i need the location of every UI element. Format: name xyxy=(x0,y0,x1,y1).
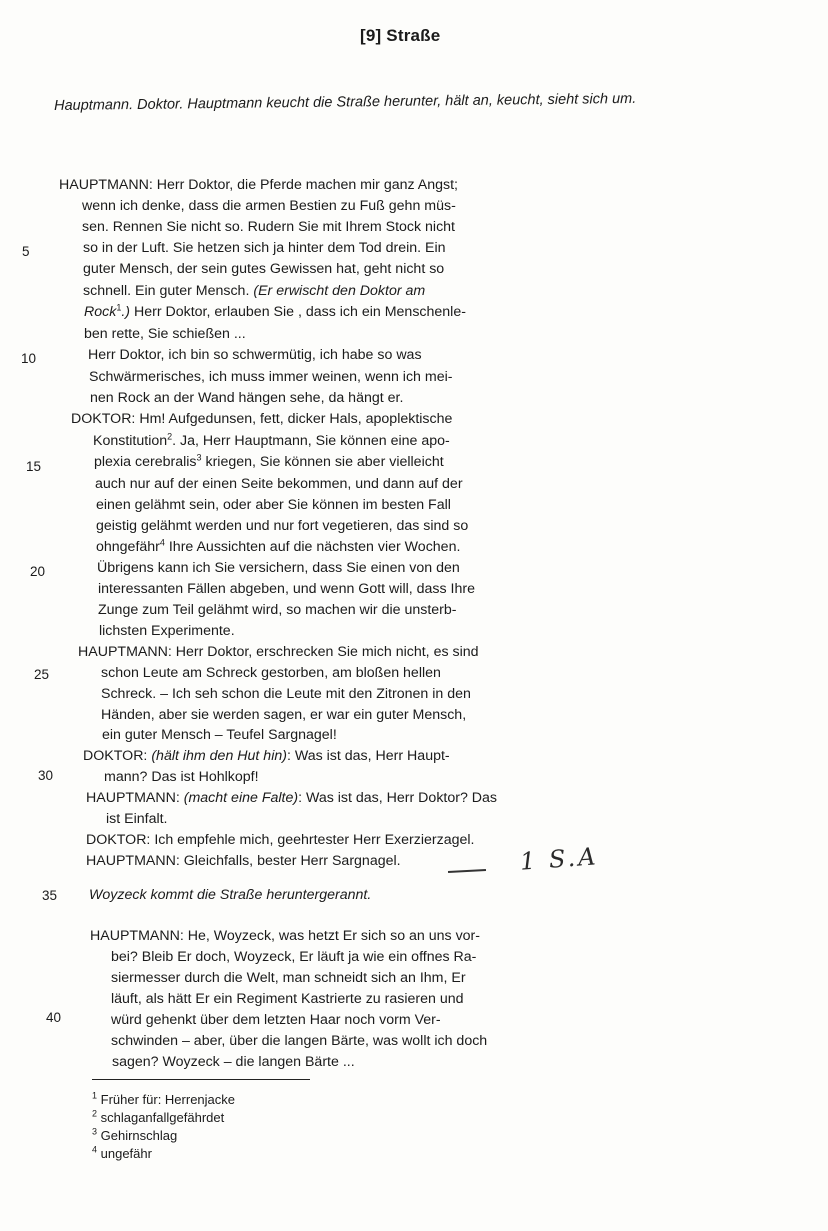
footnote-text: Gehirnschlag xyxy=(97,1128,178,1143)
scene-title: [9] Straße xyxy=(360,26,441,45)
stage-direction-inline: (macht eine Falte) xyxy=(183,790,299,806)
text-line: Schreck. – Ich seh schon die Leute mit den Zitronen in den xyxy=(101,686,471,702)
text-line xyxy=(83,281,425,301)
text-line xyxy=(86,788,497,808)
text-run: Ihre Aussichten auf die nächsten vier Wochen. xyxy=(164,539,461,555)
line-number: 10 xyxy=(21,351,37,366)
footnote-text: Früher für: Herrenjacke xyxy=(97,1092,236,1107)
text-line: geistig gelähmt werden und nur fort vegetieren, das sind so xyxy=(96,518,469,534)
text-line: so in der Luft. Sie hetzen sich ja hinter dem Tod drein. Ein xyxy=(83,240,446,256)
line-number: 15 xyxy=(26,459,42,474)
text-line: HAUPTMANN: Herr Doktor, erschrecken Sie mich nicht, es sind xyxy=(78,644,479,660)
footnote xyxy=(92,1109,224,1127)
text-run: : Was ist das, Herr Haupt- xyxy=(286,748,450,764)
text-line: würd gehenkt über dem letzten Haar noch vorm Ver- xyxy=(111,1012,441,1028)
footnote-marker: 1 xyxy=(116,302,122,313)
text-line: ist Einfalt. xyxy=(106,811,168,827)
text-line: Zunge zum Teil gelähmt wird, so machen wir die unsterb- xyxy=(98,602,457,618)
footnote-separator xyxy=(92,1079,310,1080)
text-run: kriegen, Sie können sie aber vielleicht xyxy=(201,454,444,470)
text-run: schnell. Ein guter Mensch. xyxy=(83,283,254,299)
text-line: Übrigens kann ich Sie versichern, dass Sie einen von den xyxy=(97,560,460,576)
text-line: schon Leute am Schreck gestorben, am bloßen hellen xyxy=(101,665,441,681)
text-line xyxy=(84,302,466,322)
stage-direction-inline: (hält ihm den Hut hin) xyxy=(151,748,287,764)
text-run: Herr Doktor, erlauben Sie , dass ich ein Menschenle- xyxy=(130,304,466,320)
text-line: einen gelähmt sein, oder aber Sie können im besten Fall xyxy=(96,497,451,513)
text-line: mann? Das ist Hohlkopf! xyxy=(104,769,259,785)
footnote-mark: 4 xyxy=(92,1144,98,1155)
text-run: ohngefähr xyxy=(96,539,160,555)
footnote-text: ungefähr xyxy=(97,1146,152,1161)
text-line: DOKTOR: Ich empfehle mich, geehrtester Herr Exerzierzagel. xyxy=(86,832,475,848)
line-number: 20 xyxy=(30,564,46,579)
footnote-text: schlaganfallgefährdet xyxy=(97,1110,225,1125)
text-line xyxy=(83,746,450,766)
text-run: . Ja, Herr Hauptmann, Sie können eine apo- xyxy=(172,433,450,449)
stage-direction-inline: (Er erwischt den Doktor am xyxy=(253,283,426,299)
text-line: sen. Rennen Sie nicht so. Rudern Sie mit Ihrem Stock nicht xyxy=(82,219,455,235)
text-line: auch nur auf der einen Seite bekommen, und dann auf der xyxy=(95,476,463,492)
text-line: läuft, als hätt Er ein Regiment Kastrierte zu rasieren und xyxy=(111,991,464,1007)
footnote-mark: 1 xyxy=(92,1090,98,1101)
text-line: ein guter Mensch – Teufel Sargnagel! xyxy=(102,727,337,743)
footnote-marker: 4 xyxy=(159,537,165,548)
text-line: Herr Doktor, ich bin so schwermütig, ich habe so was xyxy=(88,347,422,363)
text-line xyxy=(96,537,460,557)
stage-direction: Hauptmann. Doktor. Hauptmann keucht die Straße herunter, hält an, keucht, sieht sich um. xyxy=(54,90,637,114)
footnote-marker: 2 xyxy=(167,431,173,442)
text-run: DOKTOR: xyxy=(83,748,152,764)
line-number: 40 xyxy=(46,1010,62,1025)
text-line: HAUPTMANN: Herr Doktor, die Pferde machen mir ganz Angst; xyxy=(59,177,458,193)
text-line: lichsten Experimente. xyxy=(99,623,235,639)
footnote-mark: 2 xyxy=(92,1108,98,1119)
text-line: Schwärmerisches, ich muss immer weinen, wenn ich mei- xyxy=(89,369,453,385)
text-line: interessanten Fällen abgeben, und wenn Gott will, dass Ihre xyxy=(98,581,475,597)
footnote xyxy=(92,1091,235,1109)
text-run: Konstitution xyxy=(93,433,168,449)
stage-direction: Woyzeck kommt die Straße heruntergerannt. xyxy=(89,887,372,903)
line-number: 5 xyxy=(22,244,30,259)
text-line: bei? Bleib Er doch, Woyzeck, Er läuft ja wie ein offnes Ra- xyxy=(111,949,477,965)
text-line: guter Mensch, der sein gutes Gewissen hat, geht nicht so xyxy=(83,261,445,277)
text-line: Händen, aber sie werden sagen, er war ein guter Mensch, xyxy=(101,707,467,723)
text-line: HAUPTMANN: Gleichfalls, bester Herr Sargnagel. xyxy=(86,853,401,869)
text-line: nen Rock an der Wand hängen sehe, da hängt er. xyxy=(90,390,404,406)
footnote-mark: 3 xyxy=(92,1126,98,1137)
text-run: HAUPTMANN: xyxy=(86,790,184,806)
text-line: ben rette, Sie schießen ... xyxy=(84,326,246,342)
line-number: 30 xyxy=(38,768,54,783)
text-line: sagen? Woyzeck – die langen Bärte ... xyxy=(112,1054,355,1070)
text-line: wenn ich denke, dass die armen Bestien zu Fuß gehn müs- xyxy=(82,198,456,214)
text-line: HAUPTMANN: He, Woyzeck, was hetzt Er sich so an uns vor- xyxy=(90,928,481,944)
footnote xyxy=(92,1145,152,1163)
text-run: : Was ist das, Herr Doktor? Das xyxy=(298,790,498,806)
line-number: 35 xyxy=(42,888,58,903)
stage-direction-inline: .) xyxy=(121,304,131,320)
handwritten-note: 1 S.A xyxy=(519,842,600,876)
text-line: siermesser durch die Welt, man schneidt sich an Ihm, Er xyxy=(111,970,466,986)
line-number: 25 xyxy=(34,667,50,682)
text-line: schwinden – aber, über die langen Bärte, was wollt ich doch xyxy=(111,1033,488,1049)
pen-stroke xyxy=(448,869,486,873)
text-line: DOKTOR: Hm! Aufgedunsen, fett, dicker Hals, apoplektische xyxy=(71,411,453,427)
footnote-marker: 3 xyxy=(196,452,202,463)
stage-direction-inline: Rock xyxy=(84,304,117,320)
footnote xyxy=(92,1127,177,1145)
text-run: plexia cerebralis xyxy=(94,454,197,470)
text-line xyxy=(93,431,450,451)
text-line xyxy=(94,452,444,472)
